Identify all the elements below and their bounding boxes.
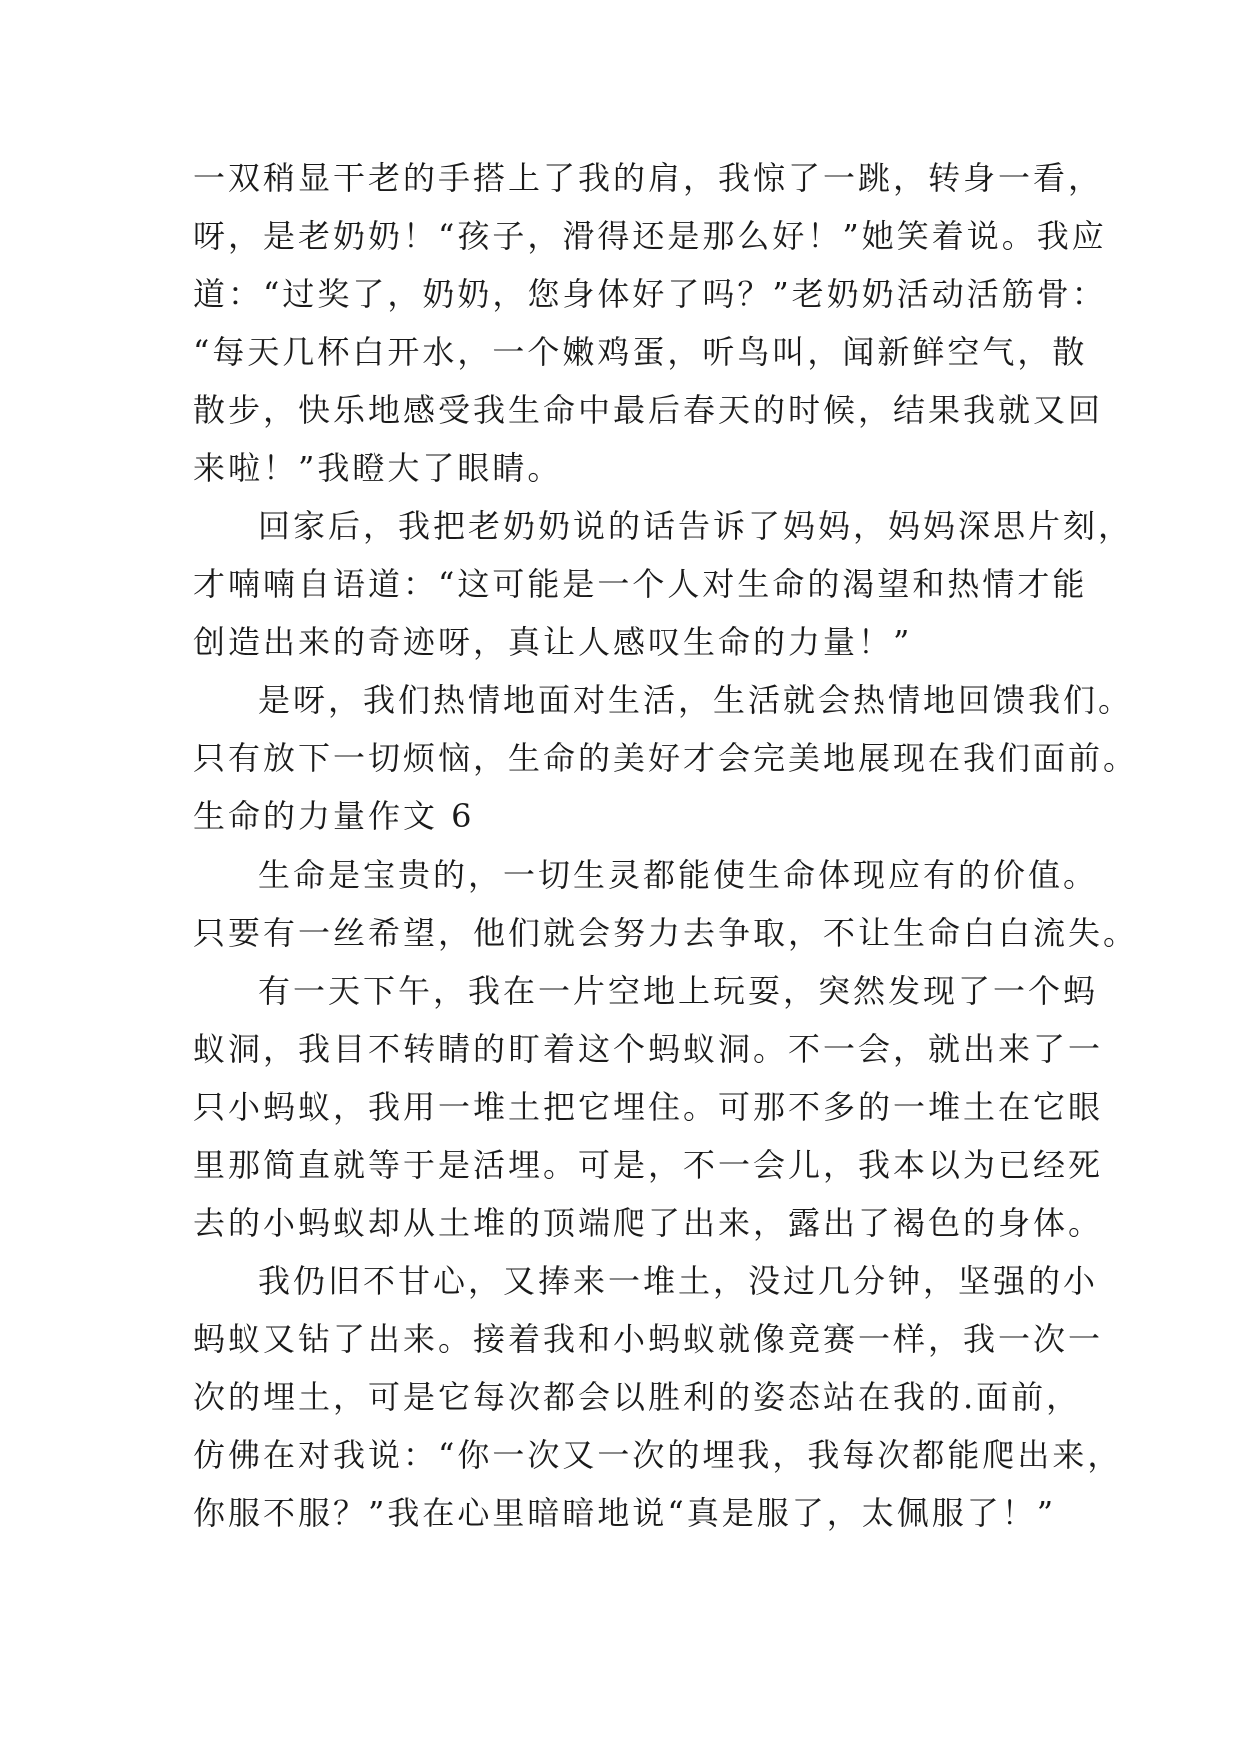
text-line: 蚁洞，我目不转睛的盯着这个蚂蚁洞。不一会，就出来了一 — [193, 1030, 1104, 1068]
paragraph-start-line: 生命是宝贵的，一切生灵都能使生命体现应有的价值。 — [258, 856, 1099, 894]
text-line: 蚂蚁又钻了出来。接着我和小蚂蚁就像竞赛一样，我一次一 — [193, 1320, 1104, 1358]
text-line: 你服不服？”我在心里暗暗地说“真是服了，太佩服了！” — [193, 1494, 1057, 1532]
text-line: 去的小蚂蚁却从土堆的顶端爬了出来，露出了褐色的身体。 — [193, 1204, 1104, 1242]
section-title: 生命的力量作文 6 — [193, 797, 475, 835]
paragraph-start-line: 是呀，我们热情地面对生活，生活就会热情地回馈我们。 — [258, 681, 1134, 719]
paragraph-start-line: 回家后，我把老奶奶说的话告诉了妈妈，妈妈深思片刻， — [258, 507, 1134, 545]
text-line: 次的埋土，可是它每次都会以胜利的姿态站在我的.面前， — [193, 1378, 1082, 1416]
text-line: 只小蚂蚁，我用一堆土把它埋住。可那不多的一堆土在它眼 — [193, 1088, 1104, 1126]
paragraph-start-line: 有一天下午，我在一片空地上玩耍，突然发现了一个蚂 — [258, 972, 1099, 1010]
text-line: 只有放下一切烦恼，生命的美好才会完美地展现在我们面前。 — [193, 739, 1139, 777]
text-line: 道：“过奖了，奶奶，您身体好了吗？”老奶奶活动活筋骨： — [193, 275, 1107, 313]
text-line: 散步，快乐地感受我生命中最后春天的时候，结果我就又回 — [193, 391, 1104, 429]
text-line: 里那简直就等于是活埋。可是，不一会儿，我本以为已经死 — [193, 1146, 1104, 1184]
text-line: 呀，是老奶奶！“孩子，滑得还是那么好！”她笑着说。我应 — [193, 217, 1107, 255]
text-line: 来啦！”我瞪大了眼睛。 — [193, 449, 563, 487]
text-line: 仿佛在对我说：“你一次又一次的埋我，我每次都能爬出来， — [193, 1436, 1123, 1474]
text-line: 才喃喃自语道：“这可能是一个人对生命的渴望和热情才能 — [193, 565, 1088, 603]
text-line: 一双稍显干老的手搭上了我的肩，我惊了一跳，转身一看， — [193, 159, 1104, 197]
text-line: 创造出来的奇迹呀，真让人感叹生命的力量！” — [193, 623, 913, 661]
text-line: “每天几杯白开水，一个嫩鸡蛋，听鸟叫，闻新鲜空气，散 — [193, 333, 1088, 371]
paragraph-start-line: 我仍旧不甘心，又捧来一堆土，没过几分钟，坚强的小 — [258, 1262, 1099, 1300]
text-line: 只要有一丝希望，他们就会努力去争取，不让生命白白流失。 — [193, 914, 1139, 952]
